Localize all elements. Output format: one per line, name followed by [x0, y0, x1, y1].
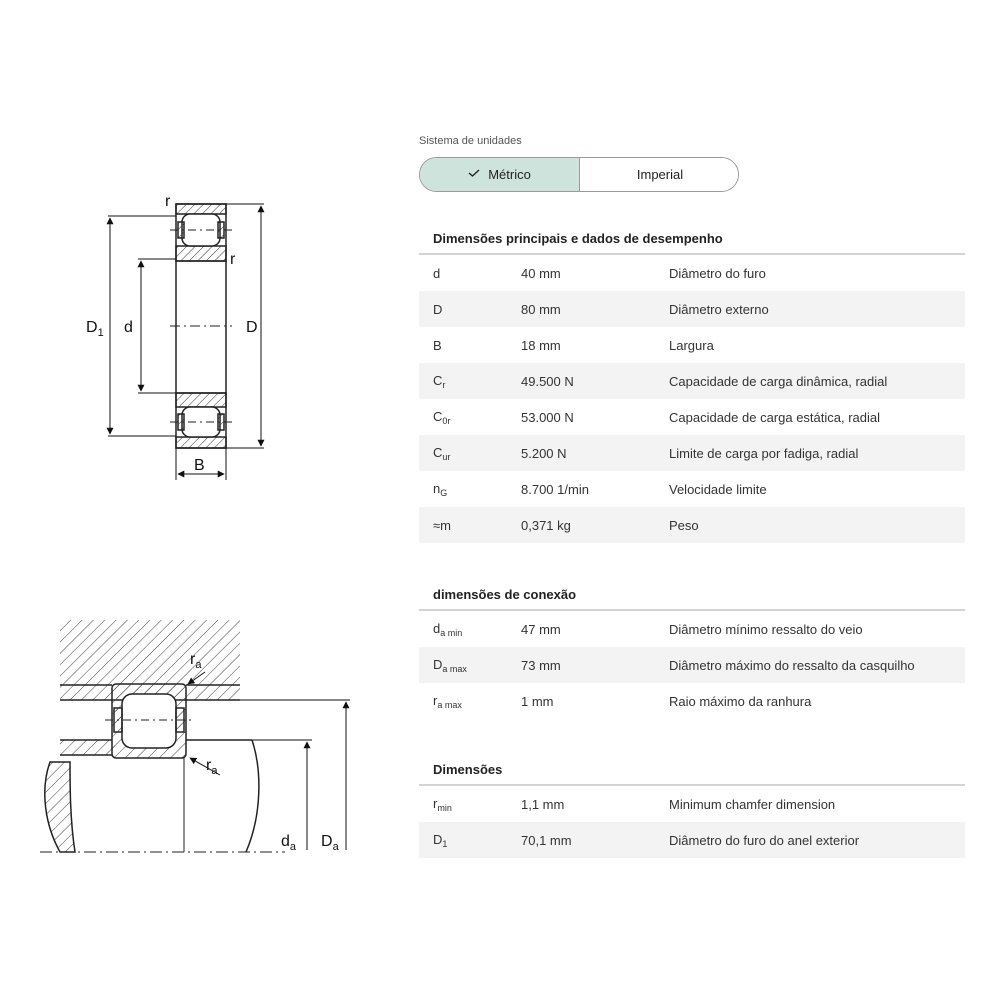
section-dimensions	[419, 756, 965, 858]
row-value: 18 mm	[521, 337, 561, 353]
section-title: Dimensões principais e dados de desempenho	[419, 225, 965, 255]
row-symbol	[419, 796, 521, 813]
symbol-main: C	[433, 372, 443, 388]
table-row	[419, 647, 965, 683]
symbol-main: C	[433, 408, 443, 424]
symbol-main: D	[433, 656, 443, 672]
symbol-subscript: min	[437, 802, 452, 813]
units-system-label: Sistema de unidades	[419, 135, 522, 147]
symbol-subscript: G	[440, 487, 448, 498]
row-description: Diâmetro externo	[669, 301, 769, 317]
table-row	[419, 399, 965, 435]
section-connection-dimensions	[419, 581, 965, 719]
symbol-subscript: a max	[437, 699, 462, 710]
row-value: 49.500 N	[521, 373, 574, 389]
symbol-main: D	[433, 301, 443, 317]
table-row	[419, 471, 965, 507]
label-D: D	[246, 319, 258, 336]
label-D1: $D_1$	[86, 319, 104, 339]
row-value: 1,1 mm	[521, 796, 565, 812]
bearing-bottom-section	[170, 393, 232, 448]
table-row	[419, 363, 965, 399]
symbol-subscript: 1	[442, 838, 448, 849]
row-description: Largura	[669, 337, 714, 353]
row-value: 80 mm	[521, 301, 561, 317]
metric-label: Métrico	[488, 167, 531, 182]
label-ra-bottom: $r_a$	[206, 757, 218, 777]
section-title: Dimensões	[419, 756, 965, 786]
mounted-bearing	[105, 684, 195, 852]
row-symbol	[419, 518, 521, 533]
label-d: d	[124, 319, 133, 336]
row-value: 8.700 1/min	[521, 481, 589, 497]
row-description: Peso	[669, 517, 699, 533]
row-value: 73 mm	[521, 657, 561, 673]
row-description: Diâmetro mínimo ressalto do veio	[669, 621, 863, 637]
table-row	[419, 435, 965, 471]
section-main-dimensions	[419, 225, 965, 543]
row-symbol	[419, 481, 521, 498]
row-symbol	[419, 621, 521, 638]
row-value: 1 mm	[521, 693, 554, 709]
symbol-main: n	[433, 480, 441, 496]
row-symbol	[419, 373, 521, 390]
check-icon	[468, 169, 480, 177]
table-row	[419, 786, 965, 822]
table-row	[419, 255, 965, 291]
symbol-subscript: a min	[440, 627, 463, 638]
row-description: Minimum chamfer dimension	[669, 796, 836, 812]
symbol-subscript: a max	[442, 663, 467, 674]
row-description: Raio máximo da ranhura	[669, 693, 812, 709]
row-value: 40 mm	[521, 265, 561, 281]
row-symbol	[419, 338, 521, 353]
row-symbol	[419, 832, 521, 849]
symbol-main: d	[433, 265, 441, 281]
table-row	[419, 683, 965, 719]
row-description: Diâmetro máximo do ressalto da casquilho	[669, 657, 915, 673]
symbol-main: D	[433, 831, 443, 847]
label-B: B	[194, 457, 205, 474]
row-description: Velocidade limite	[669, 481, 767, 497]
bore-outline	[170, 261, 232, 393]
shaft-shoulder-hatch	[60, 740, 115, 755]
row-symbol	[419, 302, 521, 317]
mounting-dimensions-diagram	[0, 600, 400, 880]
mounting-dimension-lines	[240, 700, 350, 850]
row-value: 53.000 N	[521, 409, 574, 425]
row-value: 47 mm	[521, 621, 561, 637]
row-description: Capacidade de carga dinâmica, radial	[669, 373, 888, 389]
symbol-main: r	[433, 795, 438, 811]
table-row	[419, 507, 965, 543]
symbol-main: r	[433, 692, 438, 708]
symbol-main: d	[433, 620, 441, 636]
symbol-subscript: r	[442, 379, 446, 390]
label-r-right: r	[230, 251, 236, 268]
table-row	[419, 822, 965, 858]
metric-option-button[interactable]	[420, 158, 580, 191]
row-symbol	[419, 409, 521, 426]
section-title: dimensões de conexão	[419, 581, 965, 611]
symbol-subscript: 0r	[442, 415, 451, 426]
table-row	[419, 327, 965, 363]
bearing-section-diagram	[0, 0, 400, 500]
row-description: Diâmetro do furo	[669, 265, 766, 281]
row-value: 0,371 kg	[521, 517, 571, 533]
label-da: $d_a$	[281, 833, 297, 853]
row-description: Diâmetro do furo do anel exterior	[669, 832, 860, 848]
row-value: 5.200 N	[521, 445, 567, 461]
symbol-subscript: ur	[442, 451, 451, 462]
imperial-label: Imperial	[636, 167, 684, 182]
row-value: 70,1 mm	[521, 832, 572, 848]
table-row	[419, 611, 965, 647]
units-toggle	[419, 157, 739, 192]
table-row	[419, 291, 965, 327]
symbol-main: ≈m	[433, 517, 451, 533]
row-symbol	[419, 693, 521, 710]
label-Da: $D_a$	[321, 833, 339, 853]
label-ra-top: $r_a$	[190, 651, 202, 671]
imperial-option-button[interactable]	[580, 158, 739, 191]
row-symbol	[419, 445, 521, 462]
row-symbol	[419, 266, 521, 281]
label-r-top: r	[165, 193, 171, 210]
row-symbol	[419, 657, 521, 674]
row-description: Limite de carga por fadiga, radial	[669, 445, 859, 461]
symbol-main: B	[433, 337, 442, 353]
row-description: Capacidade de carga estática, radial	[669, 409, 881, 425]
bearing-top-section	[170, 204, 232, 261]
symbol-main: C	[433, 444, 443, 460]
